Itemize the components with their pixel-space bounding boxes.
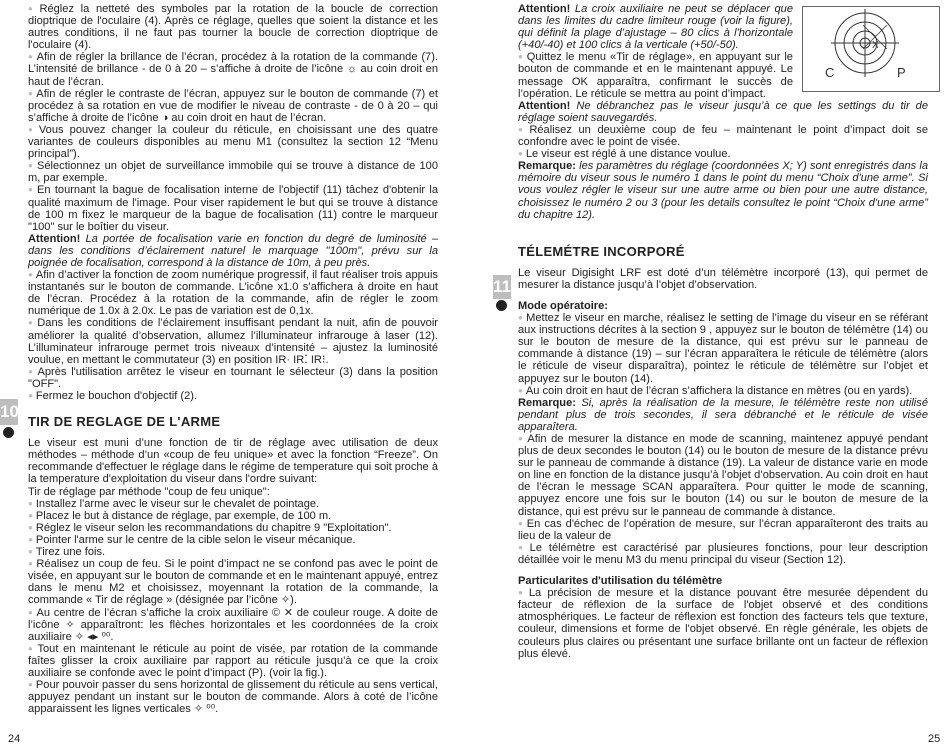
figure-label-c: C: [825, 65, 835, 80]
step-item: ● Au centre de l’écran s’affiche la croix auxiliaire © ✕ de couleur rouge. A doite de l’icône ✧ apparaîtront: les flèches horizontales et les coordonnées de la croix auxiliaire ✧ ◂▸ ⁰⁰.: [28, 607, 438, 643]
remark-paragraph: [518, 397, 928, 433]
reticle-adjustment-figure: [802, 6, 940, 92]
section-heading: TÉLEMÉTRE INCORPORÉ: [518, 243, 685, 259]
paragraph: ● Mettez le viseur en marche, réalisez le setting de l’image du viseur en se référant aux instructions décrites à la section 9 , appuyez sur le bouton de télémètre (14) ou sur le bouton de mesure de la distance, qui est prévu sur le panneau de commande à distance (19) – sur l’écran apparaîtera le réticule de télémètre (alors le réticule de viseur disparaîtra), pointez le réticule de télémètre sur l’objet et appuyez sur le bouton (14).: [518, 312, 928, 385]
step-item: ● Pointer l'arme sur le centre de la cible selon le viseur mécanique.: [28, 534, 438, 546]
paragraph: ● En cas d'échec de l’opération de mesure, sur l’écran apparaîteront des traits au lieu de la valeur de: [518, 518, 928, 542]
paragraph: ● Après l'utilisation arrêtez le viseur en tournant le sélecteur (3) dans la position "OFF".: [28, 366, 438, 390]
paragraph: ● En tournant la bague de focalisation interne de l'objectif (11) tâchez d'obtenir la qualité maximum de l'image. Pour viser rapidement le but qui se trouve à distance de 100 m fixez le marqueur de la bague de focalisation (11) contre le marqueur "100" sur le boîtier du viseur.: [28, 184, 438, 232]
section-marker-dot: [3, 427, 14, 438]
remark-paragraph: [518, 160, 928, 220]
paragraph: ● Au coin droit en haut de l’écran s’affichera la distance en mètres (ou en yards).: [518, 385, 928, 397]
figure-label-p: P: [897, 65, 906, 80]
subheading: Mode opératoire:: [518, 299, 608, 312]
subheading: Particularites d'utilisation du télémètre: [518, 575, 723, 588]
remark-label: Remarque:: [518, 160, 576, 173]
attention-text: La portée de focalisation varie en fonction du degré de luminosité – dans les conditions d’éclairement naturel le marquage "100m", prévu sur la poignée de focalisation, correspond à la distance de 10m, à peu près.: [28, 232, 438, 269]
paragraph: ● Réalisez un deuxième coup de feu – maintenant le point d’impact doit se confondre avec le point de visée.: [518, 124, 928, 148]
cross-x-label: X: [872, 40, 879, 51]
paragraph: ● Fermez le bouchon d'objectif (2).: [28, 390, 438, 402]
attention-label: Attention!: [518, 99, 571, 112]
remark-text: Si, après la réalisation de la mesure, le télémètre reste non utilisé pendant plus de trois secondes, il sera débranché et le réticule de visée apparaîtera.: [518, 396, 928, 433]
left-page-column: [28, 3, 438, 715]
section-tab-11: 11: [493, 275, 511, 299]
step-item: ● Installez l'arme avec le viseur sur le chevalet de pointage.: [28, 498, 438, 510]
reticle-diagram: [803, 7, 939, 91]
section-marker-dot: [496, 300, 507, 311]
paragraph: ● Afin de mesurer la distance en mode de scanning, maintenez appuyé pendant plus de deux secondes le bouton (14) ou le bouton de mesure de la distance prévu sur le panneau de commande à distance (19). La valeur de distance varie en mode on line en fonction de la distance jusqu’à l’objet d’observation. Au coin droit en haut de l’écran le message SCAN apparaîtera. Pour quitter le mode de scanning, appuyez encore une fois sur le bouton (14) ou sur le bouton de mesure de la distance, qui est prévu sur le panneau de commande à distance.: [518, 433, 928, 518]
paragraph: ● Quittez le menu «Tir de réglage», en appuyant sur le bouton de commande et en le maintenant appuyé. Le message OK apparaîtra, confirmant le succès de l’opération. Le réticule se mettra au point d’impact.: [518, 51, 793, 99]
attention-text: Ne débranchez pas le viseur jusqu’à ce que les settings du tir de réglage soient sauvegardés.: [518, 99, 928, 124]
paragraph: ● Le télémètre est caractérisé par plusieures fonctions, pour leur description détaillée voir le menu M3 du menu principal du viseur (Section 12).: [518, 542, 928, 566]
paragraph: ● La précision de mesure et la distance pouvant être mesurée dépendent du facteur de réflexion de la surface de l'objet observé et des conditions atmosphériques. Le facteur de réflexion est fonction des facteurs tels que texture, couleur, dimensions et forme de l'objet observé. En règle générale, les objets de couleurs plus claires ou présentant une surface brillante ont un facteur de réflexion plus élevé.: [518, 587, 928, 660]
step-item: ● Tirez une fois.: [28, 546, 438, 558]
page-number-right: 25: [928, 733, 941, 745]
right-page-column: [518, 3, 928, 660]
step-item: ● Tout en maintenant le réticule au point de visée, par rotation de la commande faîtes glisser la croix auxiliaire par rapport au réticule jusqu’à ce que la croix auxiliaire se confonde avec le point d’impact (P). (voir la fig.).: [28, 643, 438, 679]
section-tab-10: 10: [0, 399, 18, 425]
attention-paragraph: [518, 3, 793, 51]
page-number-left: 24: [8, 733, 21, 745]
remark-text: les paramètres du réglage (coordonnées X; Y) sont enregistrés dans la mémoire du viseur sous le numéro 1 dans le point du menu “Choix d'une arme”. Si vous voulez régler le viseur sur une autre arme ou bien pour une autre distance, choisissez le numéro 2 ou 3 (pour les details consultez le point “Choix d'une arme” du chapitre 12).: [518, 160, 928, 221]
step-item: ● Réglez le viseur selon les recommandations du chapitre 9 "Exploitation".: [28, 522, 438, 534]
attention-text: La croix auxiliaire ne peut se déplacer que dans les limites du cadre limiteur rouge (voir la figure), qui définit la plage d’ajustage – 80 clics à l'horizontale (+40/-40) et 100 clics à la verticale (+50/-50).: [518, 3, 793, 52]
paragraph: ● Afin de régler la brillance de l’écran, procédez à la rotation de la commande (7). L’intensité de brillance - de 0 à 20 – s’affiche à droite de l’icône ☼ au coin droit en haut de l’écran.: [28, 51, 438, 87]
paragraph: ● Sélectionnez un objet de surveillance immobile qui se trouve à distance de 100 m, par exemple.: [28, 160, 438, 184]
paragraph: ● Le viseur est réglé à une distance voulue.: [518, 148, 928, 160]
section-heading: TIR DE REGLAGE DE L'ARME: [28, 414, 221, 430]
remark-label: Remarque:: [518, 396, 576, 409]
paragraph: ● Dans les conditions de l’éclairement insuffisant pendant la nuit, afin de pouvoir améliorer la qualité d’observation, allumez l’illuminateur infrarouge à laser (12). L’illuminateur infrarouge permet trois niveaux d’intensité – ajustez la luminosité voulue, en mettant le commutateur (3) en position IR· IR⁚ IR⁝.: [28, 317, 438, 365]
attention-paragraph: [518, 100, 928, 124]
attention-label: Attention!: [28, 232, 81, 245]
paragraph: Le viseur Digisight LRF est doté d’un télémètre incorporé (13), qui permet de mesurer la distance jusqu’à l’objet d’observation.: [518, 266, 928, 291]
paragraph: ● Afin d’activer la fonction de zoom numérique progressif, il faut réaliser trois appuis instantanés sur le bouton de commande. L’icône x1.0 s’affichera à droite en haut de l’écran. Procédez à la rotation de la commande, afin de régler le zoom numérique de 1.0x à 2.0x. Le pas de variation est de 0,1x.: [28, 269, 438, 317]
paragraph: Tir de réglage par méthode "coup de feu unique":: [28, 485, 270, 498]
paragraph: Le viseur est muni d’une fonction de tir de réglage avec utilisation de deux méthodes – méthode d’un «coup de feu unique» et avec la fonction “Freeze”. On recommande d'effectuer le réglage dans le régime de temperature qui soit proche à la temperature d'exploitation du viseur dans l'ordre suivant:: [28, 437, 438, 486]
paragraph: ● Afin de régler le contraste de l’écran, appuyez sur le bouton de commande (7) et procédez à sa rotation en vue de modifier le niveau de contraste - de 0 à 20 – qui s’affiche à droite de l’icône ◑ au coin droit en haut de l’écran.: [28, 88, 438, 124]
attention-label: Attention!: [518, 3, 571, 15]
step-item: ● Réalisez un coup de feu. Si le point d’impact ne se confond pas avec le point de visée, en appuyant sur le bouton de commande et en le maintenant appuyé, entrez dans le menu M2 et choisissez, moyennant la rotation de la commande, la commande « Tir de réglage » (désignée par l’icône ✧).: [28, 558, 438, 606]
step-item: ● Pour pouvoir passer du sens horizontal de glissement du réticule au sens vertical, appuyez pendant un instant sur le bouton de commande. Alors à coté de l’icône apparaissent les lignes verticales ✧ ⁰⁰.: [28, 679, 438, 715]
paragraph: ● Vous pouvez changer la couleur du réticule, en choisissant une des quatre variantes de couleurs disponibles au menu M1 (consultez la section 12 “Menu principal”).: [28, 124, 438, 160]
paragraph: ● Réglez la netteté des symboles par la rotation de la boucle de correction dioptrique de l'oculaire (4). Après ce réglage, quelles que soient la distance et les autres conditions, il ne faut pas tourner la boucle de correction dioptrique de l'oculaire (4).: [28, 3, 438, 51]
step-item: ● Placez le but à distance de réglage, par exemple, de 100 m.: [28, 510, 438, 522]
attention-paragraph: [28, 233, 438, 269]
